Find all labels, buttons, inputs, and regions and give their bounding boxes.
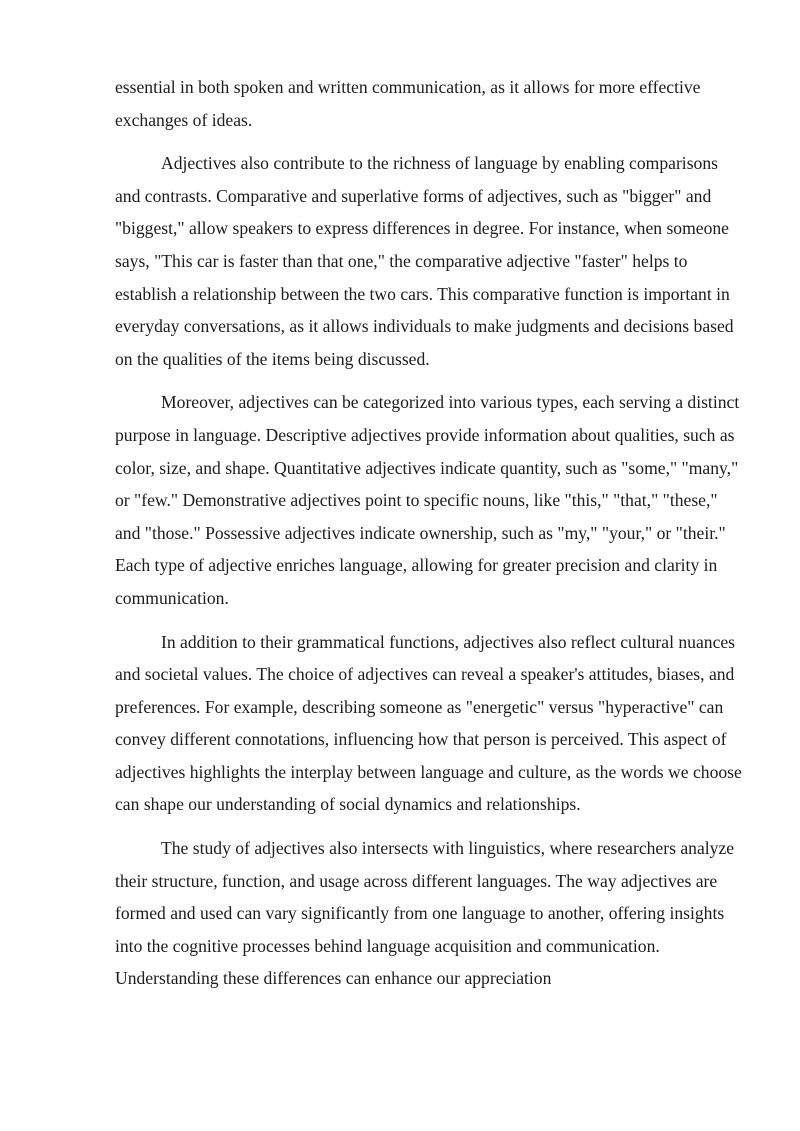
paragraph-comparatives: Adjectives also contribute to the richness of language by enabling comparisons and contrasts. Comparative and superlative forms of adjectives, such as "bigger" and "biggest," allow speakers to express differences in degree. For instance, when someone says, "This car is faster than that one," the comparative adjective "faster" helps to establish a relationship between the two cars. This comparative function is important in everyday conversations, as it allows individuals to make judgments and decisions based on the qualities of the items being discussed. [115,153,734,369]
paragraph-cultural-nuances: In addition to their grammatical functions, adjectives also reflect cultural nuances and societal values. The choice of adjectives can reveal a speaker's attitudes, biases, and preferences. For example, describing someone as "energetic" versus "hyperactive" can convey different connotations, influencing how that person is perceived. This aspect of adjectives highlights the interplay between language and culture, as the words we choose can shape our understanding of social dynamics and relationships. [115,631,742,815]
paragraph-continuation: essential in both spoken and written communication, as it allows for more effective exchanges of ideas. [115,77,701,130]
paragraph-adjective-types: Moreover, adjectives can be categorized into various types, each serving a distinct purpose in language. Descriptive adjectives provide information about qualities, such as color, size, and shape. Quantitative adjectives indicate quantity, such as "some," "many," or "few." Demonstrative adjectives point to specific nouns, like "this," "that," "these," and "those." Possessive adjectives indicate ownership, such as "my," "your," or "their." Each type of adjective enriches language, allowing for greater precision and clarity in communication. [115,392,740,608]
document-page [115,71,743,1006]
paragraph-linguistics: The study of adjectives also intersects with linguistics, where researchers analyze their structure, function, and usage across different languages. The way adjectives are formed and used can vary significantly from one language to another, offering insights into the cognitive processes behind language acquisition and communication. Understanding these differences can enhance our appreciation [115,838,735,989]
